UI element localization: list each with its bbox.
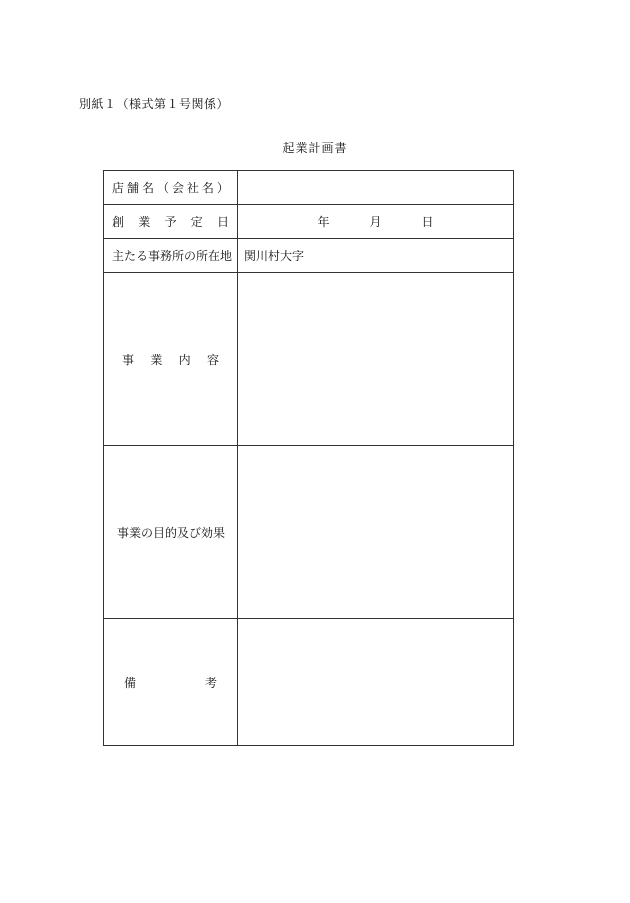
year-unit: 年 (317, 215, 330, 229)
form-reference-note: 別紙１（様式第１号関係） (79, 97, 230, 111)
business-content-field[interactable] (238, 273, 514, 446)
row-start-date (104, 205, 514, 239)
purpose-effect-field[interactable] (238, 446, 514, 619)
store-name-field[interactable] (238, 171, 514, 205)
start-date-field[interactable] (238, 205, 514, 239)
office-location-label: 主たる事務所の所在地 (104, 239, 238, 273)
document-title: 起業計画書 (282, 141, 348, 155)
start-date-label: 創 業 予 定 日 (104, 205, 238, 239)
business-content-label: 事 業 内 容 (104, 273, 238, 446)
business-plan-table (103, 170, 514, 746)
store-name-label: 店 舗 名 （ 会 社 名 ） (104, 171, 238, 205)
row-business-content (104, 273, 514, 446)
month-unit: 月 (369, 215, 382, 229)
row-store-name (104, 171, 514, 205)
purpose-effect-label: 事業の目的及び効果 (104, 446, 238, 619)
row-purpose-effect (104, 446, 514, 619)
remarks-field[interactable] (238, 619, 514, 746)
office-location-field[interactable] (238, 239, 514, 273)
row-office-location (104, 239, 514, 273)
remarks-label: 備 考 (104, 619, 238, 746)
row-remarks (104, 619, 514, 746)
day-unit: 日 (421, 215, 434, 229)
office-location-value: 関川村大字 (244, 249, 305, 263)
